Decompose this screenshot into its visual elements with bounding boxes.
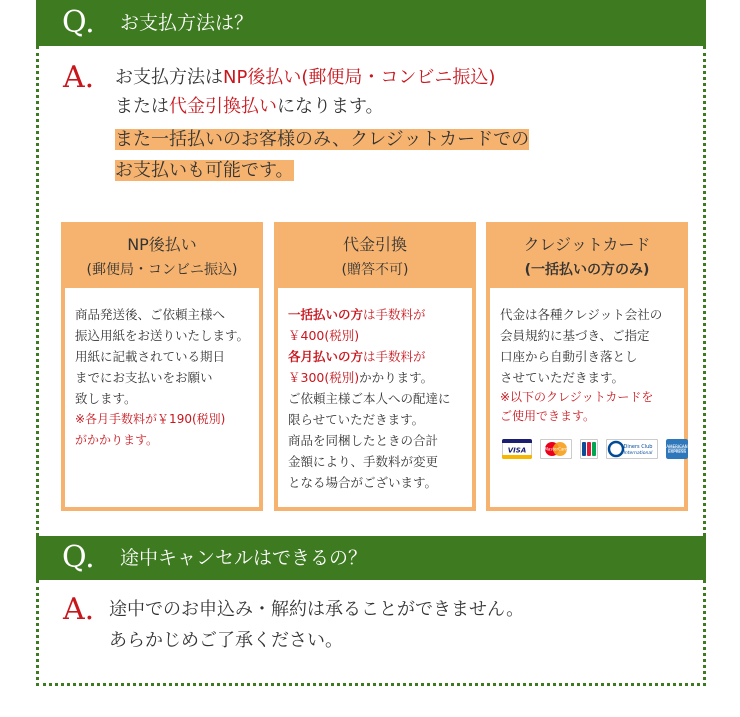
faq1-answer-line4: お支払いも可能です。 — [115, 160, 294, 181]
faq1-answer-line2: または代金引換払いになります。 — [115, 96, 384, 117]
q-mark: Q. — [62, 5, 95, 40]
amex-logo — [666, 439, 688, 459]
faq1-question: お支払方法は？ — [120, 12, 254, 34]
card-body: 一括払いの方は手数料が ￥400(税別) 各月払いの方は手数料が ￥300(税別)かかります。 ご依頼主様ご本人への配達に 限らせていただきます。 商品を同梱したときの合計 金額により、手数料が変更 となる場合がございます。 — [288, 307, 451, 490]
faq2-question: 途中キャンセルはできるの？ — [120, 547, 368, 569]
svg-text:International: International — [623, 451, 653, 456]
card-subtitle: (一括払いの方のみ) — [524, 262, 650, 278]
card-brand-logos — [502, 439, 691, 459]
jcb-logo — [580, 439, 598, 459]
faq2-answer-box — [36, 580, 706, 686]
card-header — [65, 226, 259, 288]
faq1-answer-line3: また一括払いのお客様のみ、クレジットカードでの — [115, 129, 530, 150]
fee-note: ※各月手数料が￥190(税別) — [75, 412, 226, 426]
svg-text:MasterCard: MasterCard — [544, 446, 568, 452]
svg-text:VISA: VISA — [507, 446, 527, 455]
card-title: クレジットカード — [523, 235, 651, 254]
faq2-answer-line1: 途中でのお申込み・解約は承ることができません。 — [109, 599, 525, 620]
card-subtitle: (郵便局・コンビニ振込) — [86, 262, 238, 278]
faq2-question-bar — [36, 536, 706, 580]
cod-card — [274, 222, 476, 511]
fee-note: がかかります。 — [75, 433, 159, 447]
faq1-answer-line1: お支払方法はNP後払い(郵便局・コンビニ振込) — [115, 67, 496, 88]
mastercard-logo — [540, 439, 572, 459]
card-title: 代金引換 — [342, 235, 407, 254]
credit-card-card — [486, 222, 688, 511]
a-mark: A. — [63, 60, 95, 95]
svg-text:Diners Club: Diners Club — [623, 444, 653, 450]
card-note: ※以下のクレジットカードを — [500, 390, 654, 404]
diners-club-logo — [606, 439, 658, 459]
a-mark: A. — [63, 592, 95, 627]
q-mark: Q. — [62, 540, 95, 575]
card-body: 代金は各種クレジット会社の 会員規約に基づき、ご指定 口座から自動引き落とし させていただきます。 ※以下のクレジットカードを ご使用できます。 — [500, 304, 676, 426]
card-header — [278, 226, 472, 288]
np-payment-card — [61, 222, 263, 511]
svg-text:EXPRESS: EXPRESS — [668, 449, 687, 454]
card-title: NP後払い — [127, 235, 197, 254]
visa-logo — [502, 439, 532, 459]
faq2-answer-line2: あらかじめご了承ください。 — [109, 630, 343, 651]
card-note: ご使用できます。 — [500, 409, 596, 423]
svg-text:AMERICAN: AMERICAN — [666, 444, 688, 449]
card-body: 商品発送後、ご依頼主様へ 振込用紙をお送りいたします。 用紙に記載されている期日 までにお支払いをお願い 致します。 ※各月手数料が￥190(税別) がかかります。 — [75, 304, 251, 451]
card-header — [490, 226, 684, 288]
card-subtitle: (贈答不可) — [341, 262, 409, 278]
faq1-question-bar — [36, 0, 706, 46]
